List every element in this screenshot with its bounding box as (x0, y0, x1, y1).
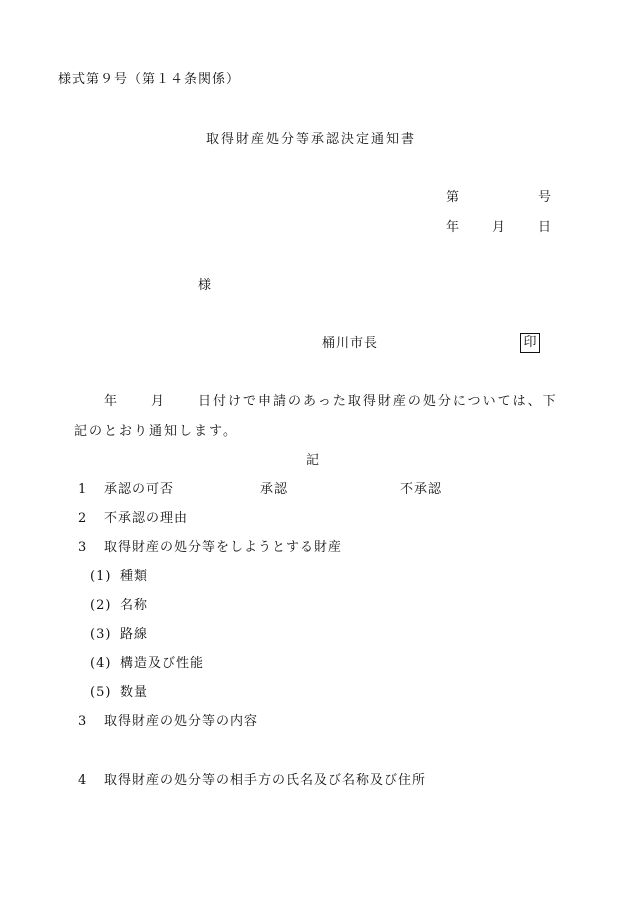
sub-item-label: 構造及び性能 (120, 656, 205, 671)
form-reference: 様式第９号（第１４条関係） (58, 72, 241, 87)
sub-item-label: 路線 (120, 627, 149, 642)
number-prefix: 第 (446, 190, 461, 205)
body-line2: 記のとおり通知します。 (74, 424, 238, 439)
sub-item-number: (3) (90, 627, 112, 642)
option-approve: 承認 (260, 482, 289, 497)
date-year: 年 (446, 220, 461, 235)
sub-item-number: (2) (90, 598, 112, 613)
date-day: 日 (538, 220, 553, 235)
sub-item-label: 種類 (120, 569, 149, 584)
body-line1: 日付けで申請のあった取得財産の処分については、下 (198, 394, 558, 409)
item-label: 取得財産の処分等をしようとする財産 (104, 540, 343, 555)
item-number: 1 (78, 482, 88, 497)
document-title: 取得財産処分等承認決定通知書 (206, 132, 417, 147)
item-number: 4 (78, 773, 88, 788)
sub-item-number: (5) (90, 685, 112, 700)
body-year: 年 (104, 394, 119, 409)
sub-item-number: (4) (90, 656, 112, 671)
option-disapprove: 不承認 (400, 482, 443, 497)
addressee-suffix: 様 (198, 278, 213, 293)
item-label: 不承認の理由 (104, 511, 189, 526)
body-month: 月 (151, 394, 166, 409)
item-label: 取得財産の処分等の相手方の氏名及び名称及び住所 (104, 773, 427, 788)
item-label: 取得財産の処分等の内容 (104, 714, 259, 729)
sender-name: 桶川市長 (322, 336, 379, 351)
item-number: 3 (78, 714, 88, 729)
sub-item-label: 名称 (120, 598, 149, 613)
item-number: 3 (78, 540, 88, 555)
item-number: 2 (78, 511, 88, 526)
item-label: 承認の可否 (104, 482, 175, 497)
ki-heading: 記 (306, 453, 321, 468)
sub-item-label: 数量 (120, 685, 149, 700)
date-month: 月 (492, 220, 507, 235)
sub-item-number: (1) (90, 569, 112, 584)
seal-mark: 印 (520, 333, 540, 353)
number-suffix: 号 (538, 190, 553, 205)
